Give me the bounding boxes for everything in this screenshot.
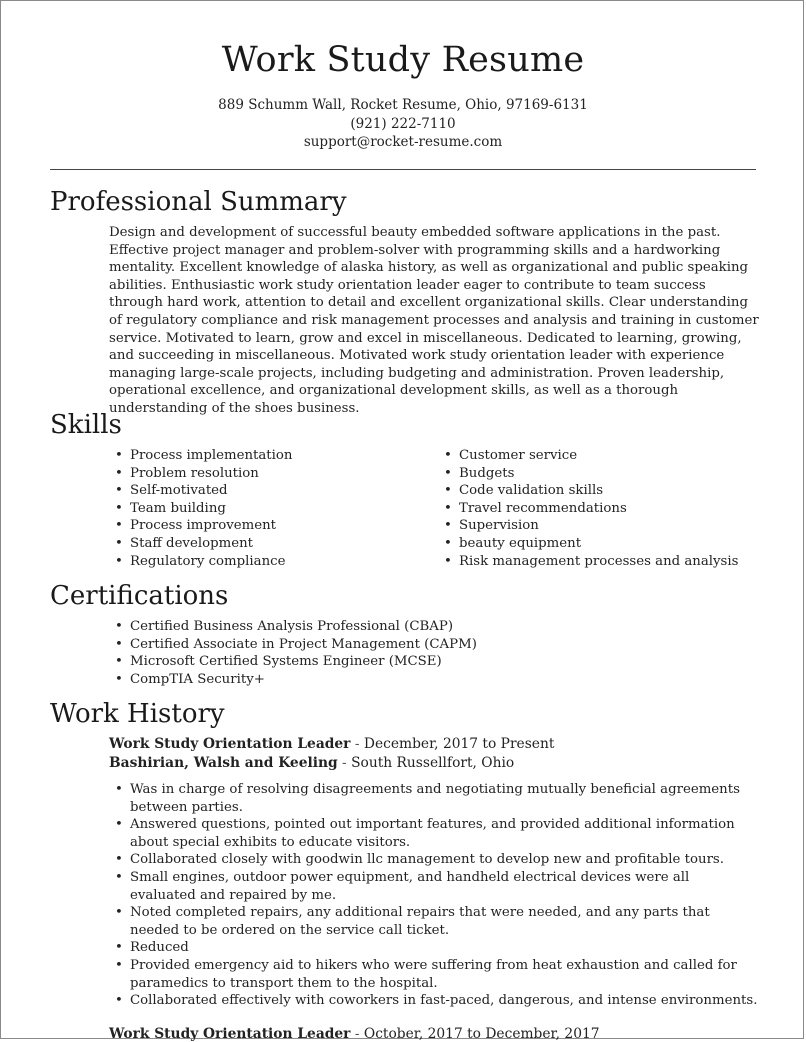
skill-item: • Process improvement bbox=[109, 517, 429, 535]
skill-item: • Self-motivated bbox=[109, 482, 429, 500]
skill-item: • Supervision bbox=[438, 517, 758, 535]
job-bullet: • Was in charge of resolving disagreements and negotiating mutually beneficial agreements between parties. bbox=[109, 781, 759, 816]
section-title-skills: Skills bbox=[50, 410, 122, 440]
job-bullet: • Collaborated closely with goodwin llc management to develop new and profitable tours. bbox=[109, 851, 759, 869]
skill-item: • Customer service bbox=[438, 447, 758, 465]
job-company: Bashirian, Walsh and Keeling bbox=[109, 755, 338, 771]
separator: - bbox=[350, 736, 364, 752]
skills-list-left bbox=[109, 447, 429, 570]
header-divider bbox=[50, 169, 756, 170]
skill-item: • Code validation skills bbox=[438, 482, 758, 500]
skill-item: • Budgets bbox=[438, 465, 758, 483]
skill-item: • Problem resolution bbox=[109, 465, 429, 483]
contact-phone: (921) 222-7110 bbox=[350, 116, 456, 132]
job-bullet: • Collaborated effectively with coworkers in fast-paced, dangerous, and intense environments. bbox=[109, 992, 759, 1010]
skill-item: • Regulatory compliance bbox=[109, 553, 429, 571]
skill-item: • beauty equipment bbox=[438, 535, 758, 553]
job-role: Work Study Orientation Leader bbox=[109, 736, 351, 752]
skill-item: • Risk management processes and analysis bbox=[438, 553, 758, 571]
skill-item: • Process implementation bbox=[109, 447, 429, 465]
job-bullet: • Noted completed repairs, any additional repairs that were needed, and any parts that needed to be ordered on the service call ticket. bbox=[109, 904, 759, 939]
job-bullet: • Answered questions, pointed out important features, and provided additional information about special exhibits to educate visitors. bbox=[109, 816, 759, 851]
separator: - bbox=[337, 755, 352, 771]
job-title-line bbox=[109, 736, 554, 752]
job-bullet: • Small engines, outdoor power equipment, and handheld electrical devices were all evaluated and repaired by me. bbox=[109, 869, 759, 904]
section-title-work-history: Work History bbox=[50, 699, 225, 729]
job-bullet: • Reduced bbox=[109, 939, 759, 957]
skill-item: • Staff development bbox=[109, 535, 429, 553]
job-dates: December, 2017 to Present bbox=[363, 736, 555, 752]
skills-list-right bbox=[438, 447, 758, 570]
job-role: Work Study Orientation Leader bbox=[109, 1026, 351, 1042]
job-company-line bbox=[109, 755, 514, 771]
contact-address: 889 Schumm Wall, Rocket Resume, Ohio, 97169-6131 bbox=[218, 97, 588, 113]
contact-email: support@rocket-resume.com bbox=[303, 134, 503, 150]
separator: - bbox=[350, 1026, 364, 1042]
job-dates: October, 2017 to December, 2017 bbox=[363, 1026, 600, 1042]
job-bullet: • Provided emergency aid to hikers who were suffering from heat exhaustion and called for paramedics to transport them to the hospital. bbox=[109, 957, 759, 992]
certifications-list bbox=[109, 618, 759, 688]
summary-text: Design and development of successful beauty embedded software applications in the past. Effective project manager and problem-solver with programming skills and a hardworking mentality. Excellent knowledge of alaska history, as well as organizational and public speaking abilities. Enthusiastic work study orientation leader eager to contribute to team success through hard work, attention to detail and excellent organizational skills. Clear understanding of regulatory compliance and risk management processes and analysis and training in customer service. Motivated to learn, grow and excel in miscellaneous. Dedicated to learning, growing, and succeeding in miscellaneous. Motivated work study orientation leader with experience managing large-scale projects, including budgeting and administration. Proven leadership, operational excellence, and organizational development skills, as well as a thorough understanding of the shoes business. bbox=[109, 225, 759, 416]
section-title-certifications: Certifications bbox=[50, 581, 229, 611]
certification-item: • Certified Associate in Project Management (CAPM) bbox=[109, 636, 759, 654]
certification-item: • CompTIA Security+ bbox=[109, 671, 759, 689]
section-title-summary: Professional Summary bbox=[50, 187, 347, 217]
job-title-line bbox=[109, 1026, 600, 1042]
certification-item: • Microsoft Certified Systems Engineer (MCSE) bbox=[109, 653, 759, 671]
skill-item: • Travel recommendations bbox=[438, 500, 758, 518]
certification-item: • Certified Business Analysis Professional (CBAP) bbox=[109, 618, 759, 636]
resume-name: Work Study Resume bbox=[221, 40, 585, 80]
skill-item: • Team building bbox=[109, 500, 429, 518]
job-bullets bbox=[109, 781, 759, 1010]
job-location: South Russellfort, Ohio bbox=[351, 755, 515, 771]
